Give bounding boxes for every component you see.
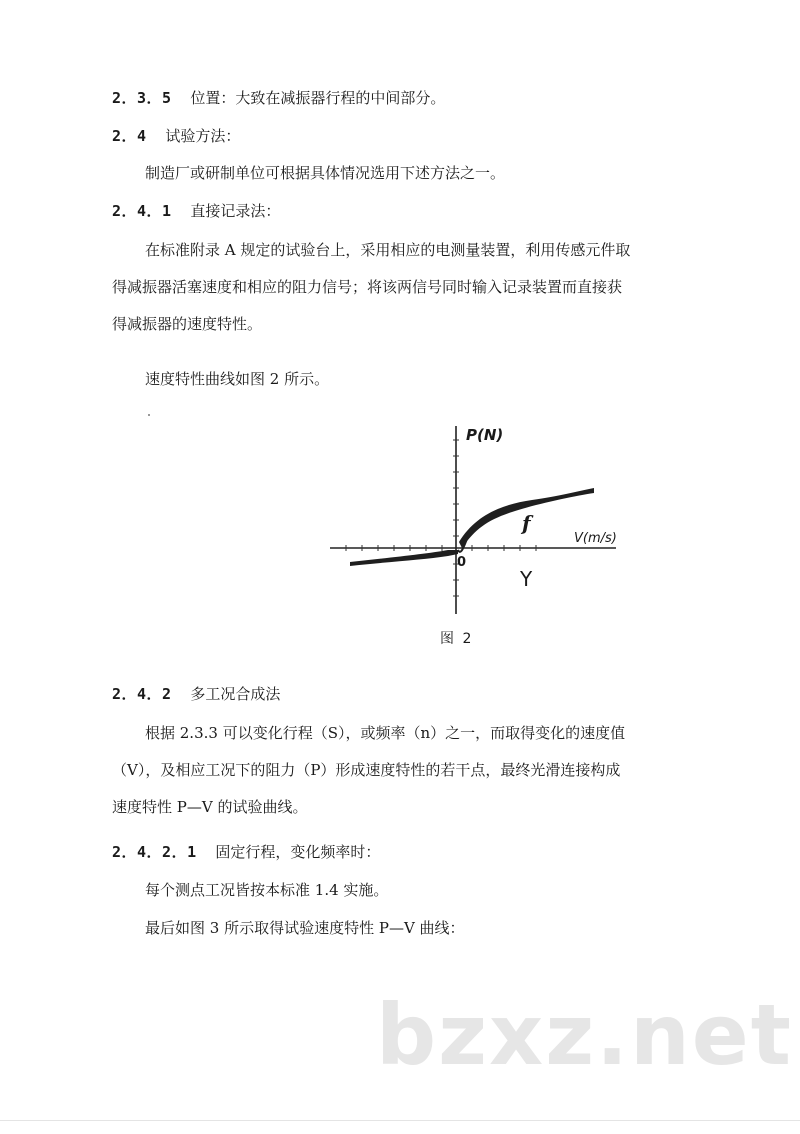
- section-number: 2．4．2．1: [112, 843, 197, 861]
- lower-curve-label: Y: [520, 567, 533, 591]
- section-text: 位置：大致在减振器行程的中间部分。: [190, 89, 446, 107]
- section-2-4: [112, 125, 240, 147]
- section-number: 2．3．5: [112, 89, 172, 107]
- x-axis-label: V(m/s): [574, 531, 617, 546]
- section-2-4-1: [112, 200, 280, 222]
- paragraph-test-conditions: 每个测点工况皆按本标准 1.4 实施。: [145, 881, 389, 899]
- section-number: 2．4: [112, 127, 147, 145]
- upper-curve-label: f: [522, 511, 531, 535]
- figure-2-caption: 图 2: [440, 631, 474, 647]
- paragraph-figure-3-ref: 最后如图 3 所示取得试验速度特性 P—V 曲线：: [145, 919, 465, 937]
- section-text: 试验方法：: [165, 127, 241, 145]
- scan-speck: [148, 414, 150, 416]
- section-number: 2．4．1: [112, 202, 172, 220]
- section-2-4-2-1: [112, 841, 380, 863]
- section-text: 多工况合成法: [190, 685, 281, 703]
- paragraph-line: 速度特性 P—V 的试验曲线。: [112, 798, 308, 816]
- section-text: 直接记录法：: [190, 202, 281, 220]
- paragraph-line: 得减振器的速度特性。: [112, 315, 263, 333]
- figure-2-velocity-curve: [326, 418, 626, 618]
- watermark: bzxz.net: [376, 986, 793, 1084]
- section-2-3-5: [112, 87, 445, 109]
- paragraph-line: （V），及相应工况下的阻力（P）形成速度特性的若干点，最终光滑连接构成: [112, 761, 621, 779]
- paragraph-multi-condition: [112, 715, 626, 826]
- paragraph-line: 得减振器活塞速度和相应的阻力信号；将该两信号同时输入记录装置而直接获: [112, 278, 623, 296]
- section-2-4-2: [112, 683, 280, 705]
- figure-2-graphic: [326, 418, 626, 618]
- lower-curve-band: [350, 550, 458, 566]
- page-bottom-rule: [0, 1120, 800, 1121]
- origin-label: 0: [457, 555, 467, 570]
- paragraph-methods-intro: 制造厂或研制单位可根据具体情况选用下述方法之一。: [145, 164, 506, 182]
- y-axis-label: P(N): [466, 426, 504, 444]
- paragraph-line: 在标准附录 A 规定的试验台上，采用相应的电测量装置，利用传感元件取: [145, 241, 631, 259]
- section-number: 2．4．2: [112, 685, 172, 703]
- paragraph-line: 根据 2.3.3 可以变化行程（S），或频率（n）之一，而取得变化的速度值: [145, 724, 626, 742]
- section-text: 固定行程，变化频率时：: [215, 843, 381, 861]
- paragraph-direct-record: [112, 232, 631, 343]
- paragraph-figure-ref: 速度特性曲线如图 2 所示。: [145, 370, 330, 388]
